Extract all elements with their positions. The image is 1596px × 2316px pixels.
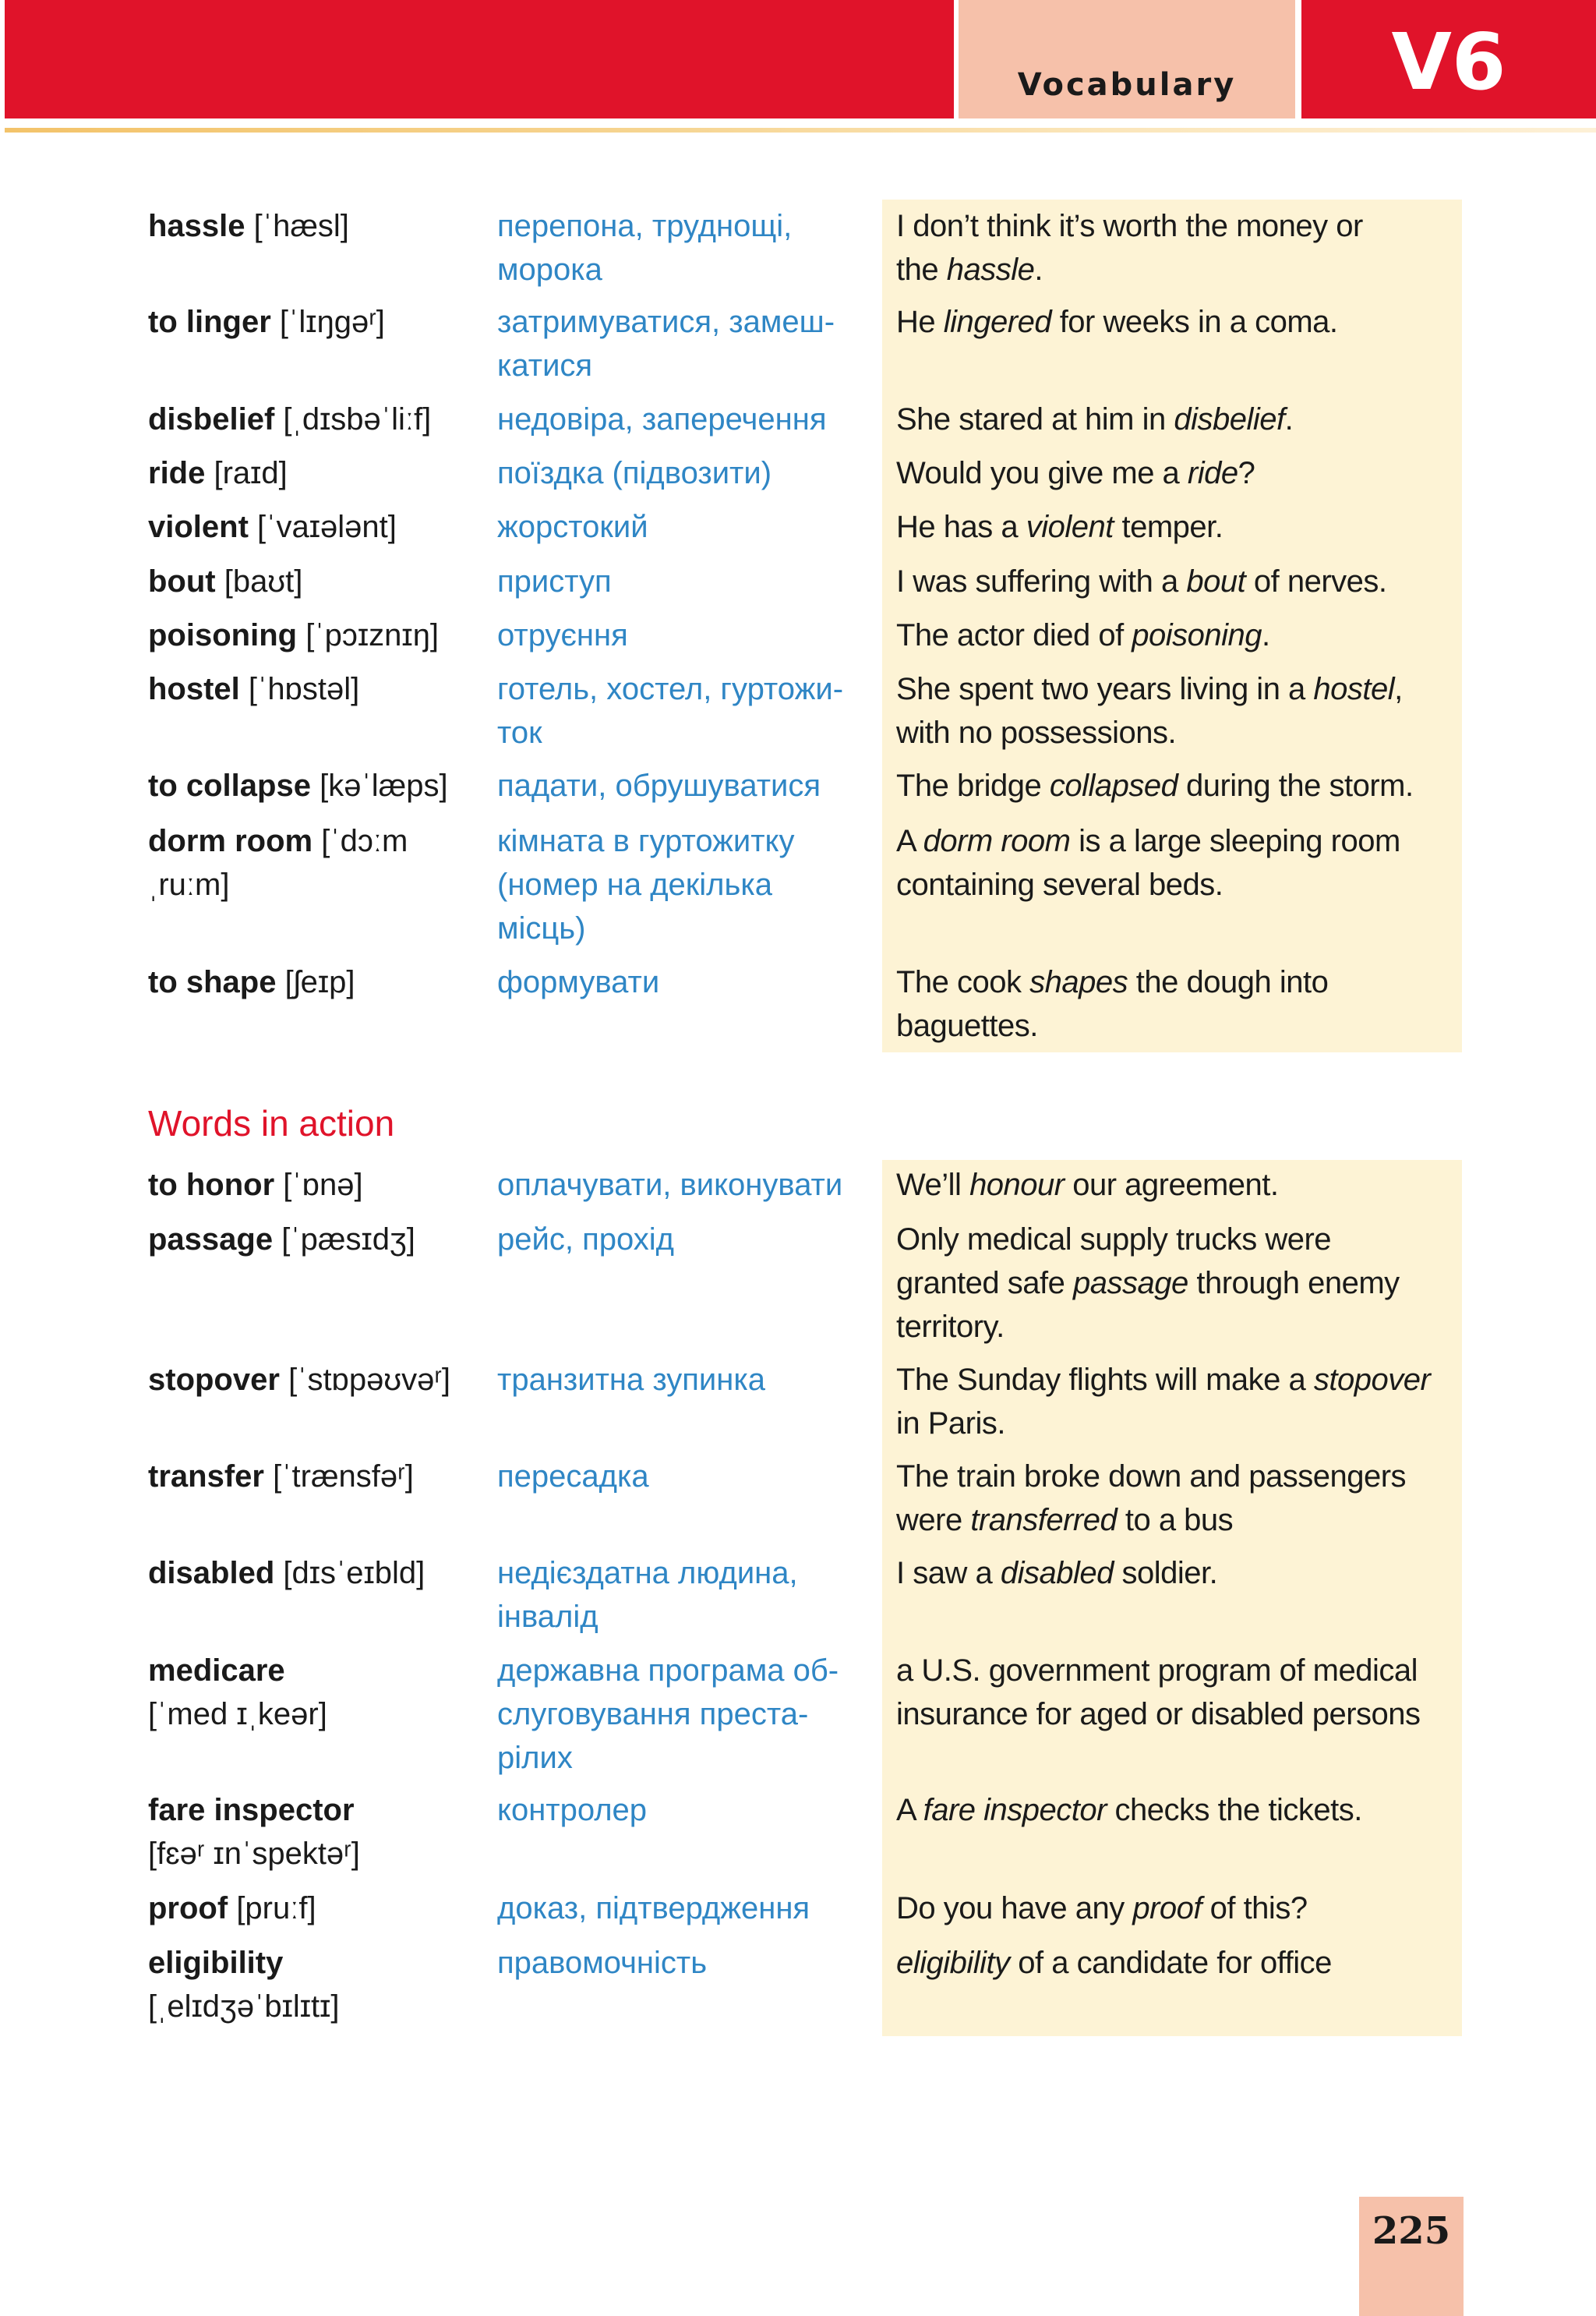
vocab-translation [497,1788,871,1832]
translation-line: рейс, прохід [497,1222,674,1257]
vocab-transcription: [ʃeɪp] [284,965,355,999]
vocab-example [896,613,1454,657]
example-text: baguettes. [896,1009,1038,1043]
example-text: She stared at him in [896,402,1174,437]
vocab-term [148,300,475,344]
vocab-word: ride [148,456,206,490]
vocab-example [896,819,1454,907]
example-line [896,711,1454,755]
example-line [896,1163,1454,1207]
example-text: A [896,824,923,858]
vocab-word: hassle [148,209,245,243]
vocab-example [896,1941,1454,1985]
example-text: The Sunday flights will make a [896,1363,1314,1397]
example-line [896,1261,1454,1305]
vocab-term [148,560,475,603]
example-keyword: shapes [1029,965,1128,999]
vocab-word: to shape [148,965,277,999]
vocab-term [148,204,475,248]
vocab-term [148,1941,475,2028]
vocab-word: fare inspector [148,1793,355,1827]
example-line [896,560,1454,603]
translation-line: катися [497,348,593,383]
vocab-transcription: [ˌelɪdʒəˈbɪlɪtɪ] [148,1989,340,2024]
example-keyword: collapsed [1049,769,1178,803]
term-line [148,398,475,441]
term-line [148,960,475,1004]
vocab-translation [497,300,871,387]
example-line [896,1692,1454,1736]
example-keyword: lingered [943,305,1052,339]
translation-line: морока [497,253,602,287]
vocab-word: disabled [148,1556,275,1590]
vocab-term [148,1218,475,1261]
term-line [148,1551,475,1595]
vocab-transcription: [ˈvaɪələnt] [257,510,397,544]
example-text: He has a [896,510,1026,544]
vocab-term [148,667,475,711]
vocab-word: disbelief [148,402,275,437]
example-keyword: dorm room [923,824,1071,858]
example-text: to a bus [1117,1503,1234,1537]
example-text: Do you have any [896,1891,1133,1925]
example-keyword: ride [1187,456,1238,490]
vocab-translation [497,505,871,549]
example-text: containing several beds. [896,868,1223,902]
vocab-translation [497,1455,871,1498]
translation-line: транзитна зупинка [497,1363,765,1397]
vocab-term [148,398,475,441]
header-red-bar-left [5,0,954,118]
term-line [148,764,475,808]
translation-line: контролер [497,1793,648,1827]
example-line [896,505,1454,549]
vocab-transcription: [ˈlɪŋgəʳ] [279,305,385,339]
term-line [148,451,475,495]
vocab-translation [497,398,871,441]
vocab-transcription: [ˈtrænsfəʳ] [273,1459,414,1494]
vocab-word: to linger [148,305,271,339]
example-keyword: passage [1073,1266,1188,1300]
example-text: soldier. [1113,1556,1218,1590]
example-line [896,613,1454,657]
vocab-example [896,300,1454,344]
translation-line: недовіра, заперечення [497,402,827,437]
term-line [148,667,475,711]
example-text: in Paris. [896,1406,1005,1441]
vocab-example [896,1218,1454,1349]
example-text: I was suffering with a [896,564,1187,599]
example-text: She spent two years living in a [896,672,1314,706]
example-text: Only medical supply trucks were [896,1222,1332,1257]
example-text: The train broke down and passengers [896,1459,1407,1494]
example-text: . [1034,253,1043,287]
translation-line: рілих [497,1741,573,1775]
term-line [148,613,475,657]
example-text: a U.S. government program of medical [896,1653,1418,1688]
vocab-word: bout [148,564,216,599]
vocab-example [896,1358,1454,1445]
vocab-transcription: [ˈhæsl] [253,209,349,243]
example-text: the dough into [1128,965,1329,999]
example-text: . [1284,402,1294,437]
example-text: with no possessions. [896,716,1177,750]
example-text: were [896,1503,971,1537]
translation-line: падати, обрушуватися [497,769,821,803]
vocab-translation [497,1649,871,1780]
vocab-translation [497,667,871,755]
term-line [148,1358,475,1402]
example-text: our agreement. [1064,1168,1279,1202]
example-line [896,1649,1454,1692]
vocab-term [148,819,475,907]
translation-line: отруєння [497,618,628,652]
example-line [896,819,1454,863]
example-line [896,764,1454,808]
term-line [148,560,475,603]
example-text: territory. [896,1310,1005,1344]
example-text: during the storm. [1178,769,1414,803]
translation-line: оплачувати, виконувати [497,1168,843,1202]
example-keyword: disabled [1000,1556,1114,1590]
example-line [896,248,1454,292]
term-line [148,1455,475,1498]
term-line [148,1788,475,1832]
translation-line: затримуватися, замеш- [497,305,835,339]
example-keyword: proof [1132,1891,1202,1925]
example-keyword: bout [1186,564,1246,599]
vocab-example [896,764,1454,808]
translation-line: готель, хостел, гуртожи- [497,672,844,706]
translation-line: державна програма об- [497,1653,839,1688]
example-line [896,398,1454,441]
vocab-word: to collapse [148,769,311,803]
translation-line: місць) [497,911,586,946]
vocab-translation [497,204,871,292]
example-text: I saw a [896,1556,1001,1590]
vocab-term [148,1163,475,1207]
vocab-term [148,1886,475,1930]
vocab-word: to honor [148,1168,275,1202]
example-text: The cook [896,965,1030,999]
example-text: checks the tickets. [1106,1793,1362,1827]
vocab-term [148,1788,475,1876]
example-line [896,1941,1454,1985]
example-line [896,960,1454,1004]
example-line [896,1551,1454,1595]
vocab-translation [497,819,871,950]
example-keyword: honour [969,1168,1065,1202]
vocab-translation [497,1941,871,1985]
vocab-transcription: [ˈstɒpəʊvəʳ] [288,1363,451,1397]
example-text: ? [1238,456,1255,490]
vocab-transcription: [fɛəʳ ɪnˈspektəʳ] [148,1837,360,1871]
vocab-term [148,613,475,657]
translation-line: перепона, труднощі, [497,209,793,243]
example-text: Would you give me a [896,456,1188,490]
vocab-transcription: [ˈhɒstəl] [248,672,360,706]
translation-line: формувати [497,965,660,999]
example-text: is a large sleeping room [1070,824,1400,858]
translation-line: кімната в гуртожитку [497,824,795,858]
vocab-translation [497,764,871,808]
term-line [148,1649,475,1692]
translation-line: інвалід [497,1600,598,1634]
term-line [148,1941,475,1985]
example-line [896,1358,1454,1402]
example-line [896,204,1454,248]
vocab-transcription: ˌruːm] [148,868,230,902]
vocab-term [148,451,475,495]
example-text: through enemy [1188,1266,1400,1300]
vocab-transcription: [ˈɒnə] [283,1168,363,1202]
vocab-term [148,505,475,549]
vocab-example [896,1649,1454,1736]
example-text: granted safe [896,1266,1073,1300]
vocab-example [896,451,1454,495]
vocab-word: violent [148,510,249,544]
vocab-term [148,1455,475,1498]
page-number: 225 [1372,2209,1451,2253]
example-text: the [896,253,947,287]
example-line [896,863,1454,907]
vocab-example [896,1788,1454,1832]
vocab-word: eligibility [148,1946,284,1980]
vocab-word: proof [148,1891,228,1925]
translation-line: ток [497,716,542,750]
term-line [148,300,475,344]
vocab-example [896,1455,1454,1542]
vocab-transcription: [ˌdɪsbəˈliːf] [283,402,432,437]
example-text: A [896,1793,923,1827]
term-line [148,1886,475,1930]
term-line [148,1218,475,1261]
vocab-translation [497,1551,871,1639]
vocab-example [896,1551,1454,1595]
vocab-transcription: [baʊt] [224,564,303,599]
example-text: . [1262,618,1270,652]
example-line [896,1455,1454,1498]
translation-line: недієздатна людина, [497,1556,798,1590]
vocab-transcription: [ˈmed ɪˌkeər] [148,1697,327,1731]
vocab-term [148,1551,475,1595]
vocab-word: transfer [148,1459,264,1494]
vocab-translation [497,560,871,603]
vocab-word: hostel [148,672,240,706]
vocab-translation [497,1163,871,1207]
vocab-term [148,960,475,1004]
example-keyword: poisoning [1132,618,1262,652]
vocab-example [896,667,1454,755]
vocab-transcription: [pruːf] [236,1891,316,1925]
vocab-transcription: [dɪsˈeɪbld] [283,1556,425,1590]
example-line [896,451,1454,495]
vocab-transcription: [kəˈlæps] [320,769,448,803]
unit-code: V6 [1391,16,1506,108]
vocab-term [148,1649,475,1736]
example-keyword: stopover [1313,1363,1431,1397]
vocab-example [896,398,1454,441]
example-text: temper. [1113,510,1223,544]
example-text: , [1394,672,1403,706]
vocab-term [148,1358,475,1402]
example-line [896,1498,1454,1542]
example-keyword: hostel [1313,672,1395,706]
vocab-transcription: [raɪd] [214,456,288,490]
vocab-example [896,1163,1454,1207]
vocab-translation [497,613,871,657]
vocab-transcription: [ˈpɔɪznɪŋ] [305,618,439,652]
example-keyword: transferred [970,1503,1118,1537]
translation-line: слуговування преста- [497,1697,809,1731]
translation-line: (номер на декілька [497,868,772,902]
vocab-example [896,204,1454,292]
example-text: He [896,305,944,339]
translation-line: пересадка [497,1459,649,1494]
header-section-label: Vocabulary [1017,67,1237,103]
example-text: of nerves. [1245,564,1387,599]
example-line [896,1305,1454,1349]
translation-line: жорстокий [497,510,648,544]
vocab-word: passage [148,1222,274,1257]
example-keyword: fare inspector [923,1793,1107,1827]
term-line [148,505,475,549]
example-line [896,1886,1454,1930]
vocab-word: dorm room [148,824,313,858]
vocab-word: stopover [148,1363,280,1397]
section-title-words-in-action: Words in action [148,1103,395,1144]
vocab-translation [497,1358,871,1402]
vocab-word: medicare [148,1653,285,1688]
vocab-translation [497,1886,871,1930]
term-line [148,204,475,248]
vocab-example [896,1886,1454,1930]
vocab-example [896,560,1454,603]
header-gradient-rule [5,128,1596,133]
example-text: I don’t think it’s worth the money or [896,209,1363,243]
example-line [896,667,1454,711]
example-text: The bridge [896,769,1050,803]
example-text: of this? [1201,1891,1308,1925]
translation-line: поїздка (підвозити) [497,456,772,490]
term-line [148,1163,475,1207]
vocab-translation [497,960,871,1004]
vocab-transcription: [ˈdɔːm [321,824,408,858]
example-text: of a candidate for office [1009,1946,1332,1980]
vocab-term [148,764,475,808]
example-line [896,1788,1454,1832]
example-keyword: hassle [946,253,1035,287]
translation-line: приступ [497,564,612,599]
example-keyword: eligibility [896,1946,1010,1980]
vocab-example [896,960,1454,1048]
example-text: insurance for aged or disabled persons [896,1697,1421,1731]
vocab-word: poisoning [148,618,298,652]
example-line [896,300,1454,344]
example-line [896,1004,1454,1048]
example-keyword: violent [1026,510,1114,544]
vocab-example [896,505,1454,549]
vocab-translation [497,1218,871,1261]
vocab-transcription: [ˈpæsɪdʒ] [281,1222,415,1257]
example-line [896,1402,1454,1445]
term-line [148,819,475,863]
translation-line: доказ, підтвердження [497,1891,810,1925]
example-text: We’ll [896,1168,970,1202]
example-text: The actor died of [896,618,1132,652]
example-line [896,1218,1454,1261]
example-text: for weeks in a coma. [1051,305,1338,339]
vocab-translation [497,451,871,495]
example-keyword: disbelief [1174,402,1285,437]
translation-line: правомочність [497,1946,708,1980]
